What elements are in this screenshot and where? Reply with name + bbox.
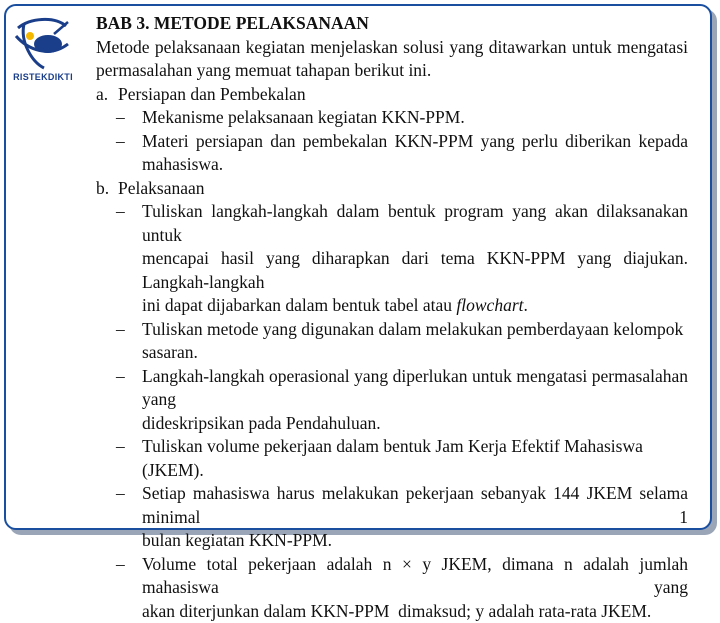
section-a-heading: a. Persiapan dan Pembekalan <box>96 83 688 107</box>
list-item: – Setiap mahasiswa harus melakukan pekerjaan sebanyak 144 JKEM selama minimal 1 bulan kegiatan KKN-PPM. <box>96 482 688 553</box>
section-b-heading: b. Pelaksanaan <box>96 177 688 201</box>
list-item: – Tuliskan langkah-langkah dalam bentuk program yang akan dilaksanakan untuk mencapai hasil yang diharapkan dari tema KKN-PPM yang diajukan. Langkah-langkah ini dapat dijabarkan dalam bentuk tabel atau flowchart. <box>96 200 688 318</box>
list-item: – Langkah-langkah operasional yang diperlukan untuk mengatasi permasalahan yang dideskripsikan pada Pendahuluan. <box>96 365 688 436</box>
document-title: BAB 3. METODE PELAKSANAAN <box>96 12 688 36</box>
list-item: – Materi persiapan dan pembekalan KKN-PPM yang perlu diberikan kepada mahasiswa. <box>96 130 688 177</box>
list-item: – Volume total pekerjaan adalah n × y JKEM, dimana n adalah jumlah mahasiswa yang akan diterjunkan dalam KKN-PPM dimaksud; y adalah rata-rata JKEM. <box>96 553 688 623</box>
intro-paragraph: Metode pelaksanaan kegiatan menjelaskan solusi yang ditawarkan untuk mengatasi permasalahan yang memuat tahapan berikut ini. <box>96 36 688 83</box>
list-item: – Mekanisme pelaksanaan kegiatan KKN-PPM. <box>96 106 688 130</box>
list-item: – Tuliskan volume pekerjaan dalam bentuk Jam Kerja Efektif Mahasiswa (JKEM). <box>96 435 688 482</box>
logo-text: RISTEKDIKTI <box>10 72 76 82</box>
list-item: – Tuliskan metode yang digunakan dalam melakukan pemberdayaan kelompok sasaran. <box>96 318 688 365</box>
document-image <box>88 8 696 520</box>
